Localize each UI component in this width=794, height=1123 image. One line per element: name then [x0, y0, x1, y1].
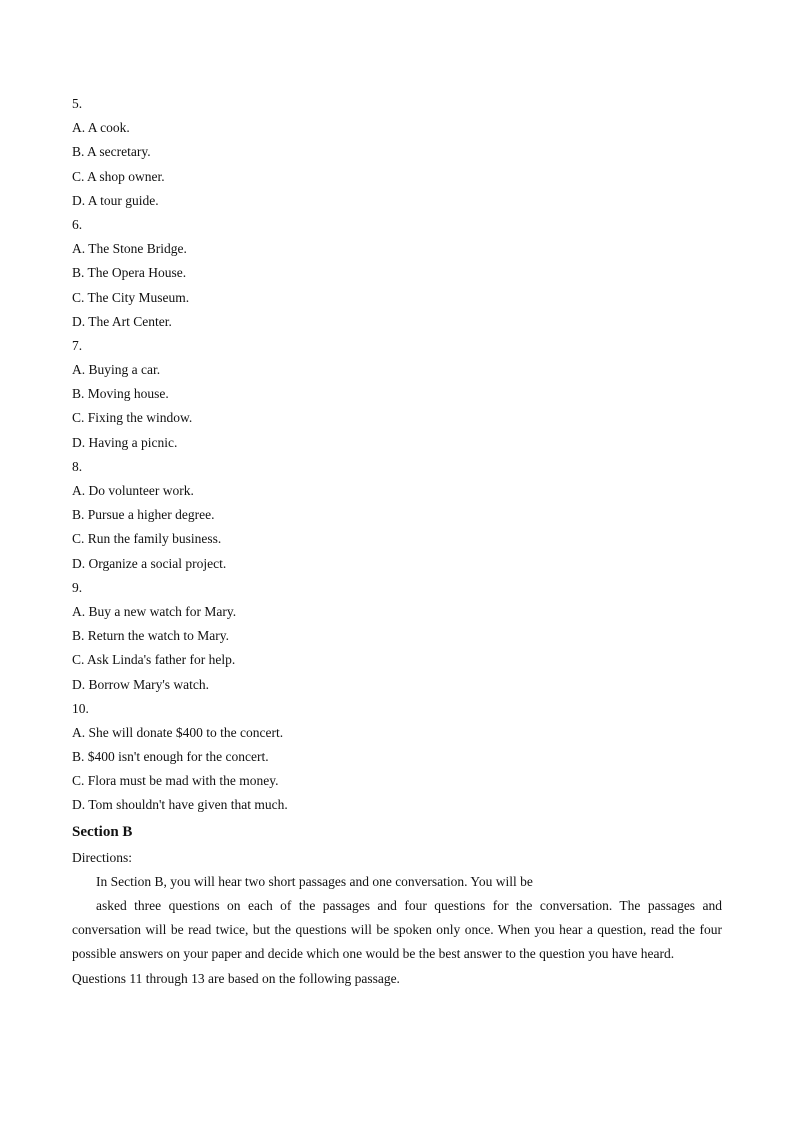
answer-option: B. $400 isn't enough for the concert. [72, 749, 269, 765]
question-number: 5. [72, 96, 83, 111]
answer-option: B. The Opera House. [72, 265, 187, 281]
answer-option: A. Do volunteer work. [72, 483, 194, 498]
answer-option: D. Having a picnic. [72, 434, 178, 450]
answer-option: C. Flora must be mad with the money. [72, 773, 279, 789]
document-page [72, 92, 722, 991]
answer-option: B. Return the watch to Mary. [72, 628, 229, 644]
answer-option: D. Tom shouldn't have given that much. [72, 797, 288, 813]
directions-body: asked three questions on each of the passages and four questions for the conversation. The passages and conversation will be read twice, but the questions will be spoken only once. When you hear a question, read the four possible answers on your paper and decide which one would be the best answer to the question you have heard. [72, 898, 722, 962]
question-7 [72, 334, 722, 455]
answer-option: B. Moving house. [72, 386, 169, 402]
question-number: 8. [72, 458, 83, 474]
directions-first-line: In Section B, you will hear two short passages and one conversation. You will be [96, 873, 533, 889]
directions-label: Directions: [72, 849, 132, 865]
answer-option: B. Pursue a higher degree. [72, 507, 215, 523]
section-b [72, 818, 722, 991]
answer-option: C. Ask Linda's father for help. [72, 652, 236, 668]
answer-option: D. The Art Center. [72, 313, 172, 329]
question-number: 10. [72, 700, 89, 716]
answer-option: A. The Stone Bridge. [72, 241, 187, 257]
questions-intro: Questions 11 through 13 are based on the following passage. [72, 970, 400, 986]
answer-option: D. Borrow Mary's watch. [72, 676, 210, 692]
question-number: 7. [72, 337, 83, 353]
section-title: Section B [72, 823, 133, 840]
answer-option: D. A tour guide. [72, 192, 159, 208]
answer-option: A. Buy a new watch for Mary. [72, 603, 237, 619]
answer-option: A. She will donate $400 to the concert. [72, 724, 284, 740]
answer-option: C. The City Museum. [72, 289, 190, 305]
question-10 [72, 697, 722, 818]
question-number: 9. [72, 579, 83, 595]
answer-option: C. Fixing the window. [72, 410, 193, 426]
answer-option: C. A shop owner. [72, 168, 165, 184]
answer-option: A. A cook. [72, 120, 130, 136]
answer-option: A. Buying a car. [72, 362, 161, 378]
answer-option: B. A secretary. [72, 144, 151, 160]
question-8 [72, 455, 722, 576]
answer-option: C. Run the family business. [72, 531, 222, 547]
question-6 [72, 213, 722, 334]
question-5 [72, 92, 722, 213]
question-9 [72, 576, 722, 697]
question-number: 6. [72, 216, 83, 232]
answer-option: D. Organize a social project. [72, 555, 227, 571]
